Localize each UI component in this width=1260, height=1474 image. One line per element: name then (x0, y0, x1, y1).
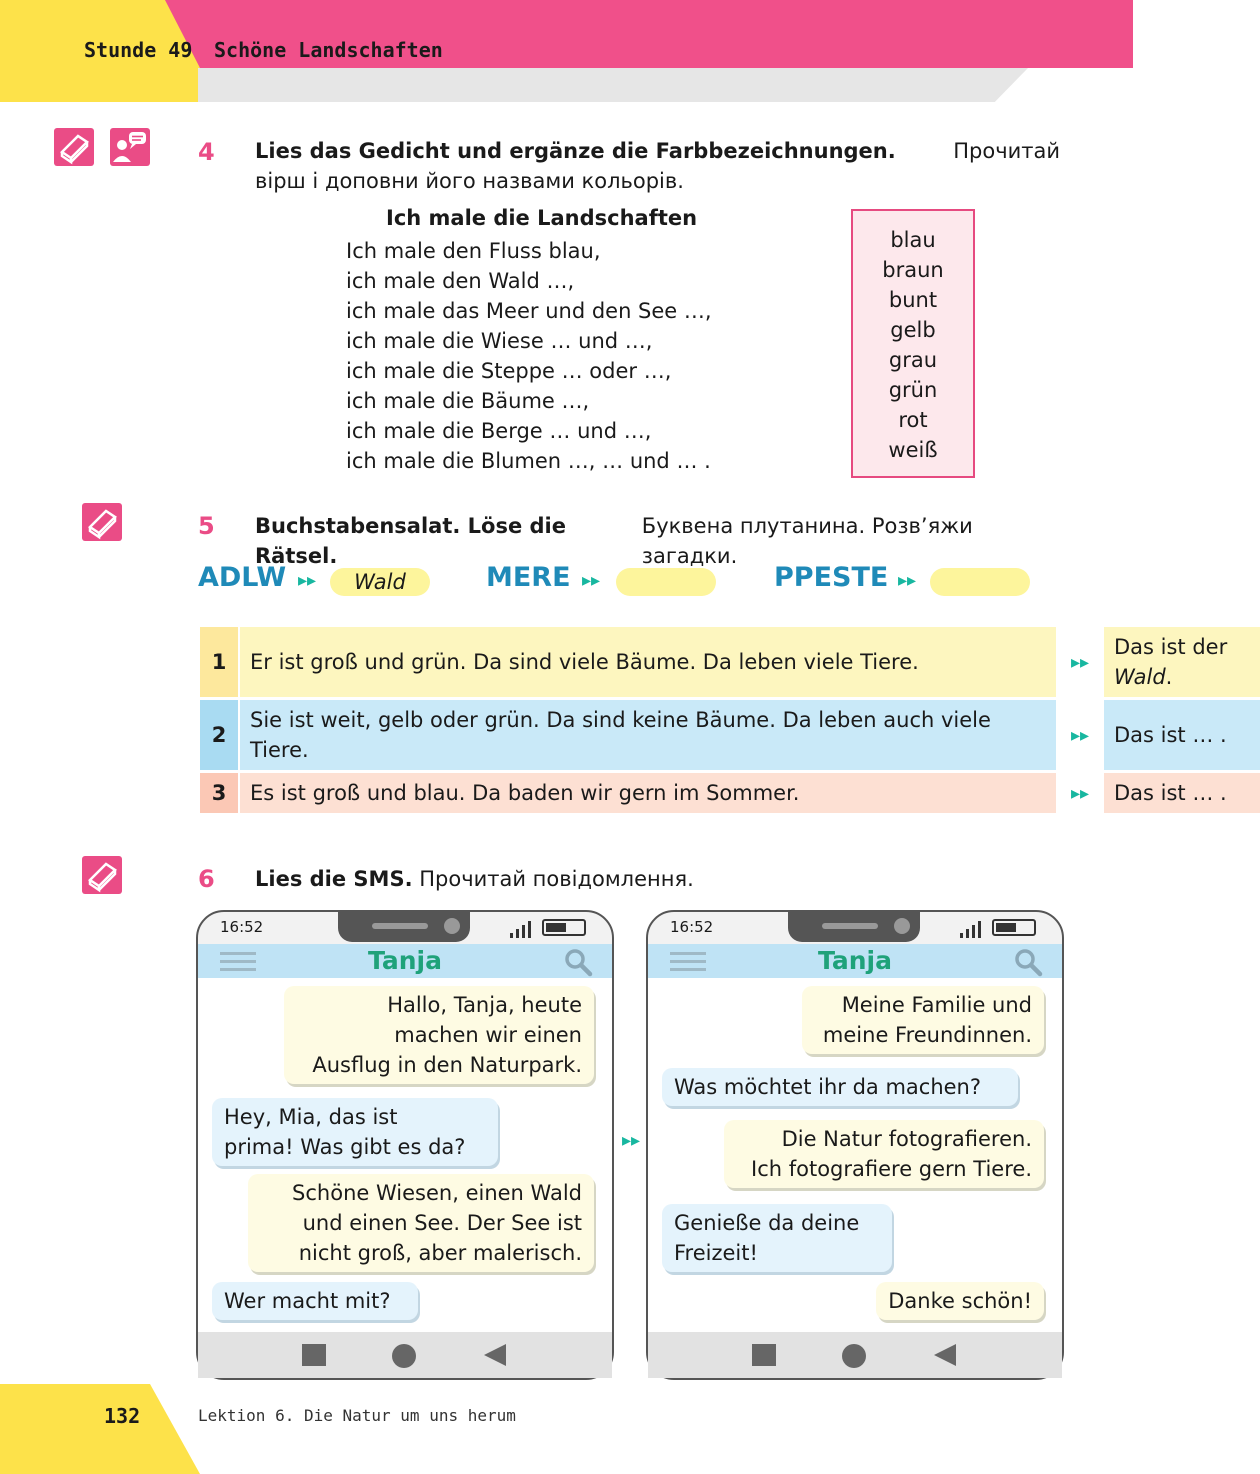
color-word: bunt (888, 288, 938, 312)
message-in (662, 1068, 1018, 1106)
answer-prefix: Das ist der (1114, 635, 1228, 659)
answer-word: Wald (1114, 665, 1166, 689)
battery-icon (992, 919, 1036, 936)
riddle-text: Es ist groß und blau. Da baden wir gern im Sommer. (240, 773, 1056, 813)
instruction-ua-part1: Прочитай (953, 139, 1060, 163)
riddle-number: 2 (200, 700, 238, 770)
exercise-number: 5 (198, 512, 215, 540)
message-out (248, 1174, 594, 1272)
riddle-answer[interactable] (1104, 700, 1260, 770)
color-word: rot (898, 408, 928, 432)
message-line: Was möchtet ihr da machen? (674, 1075, 982, 1099)
answer-prefix: Das ist … . (1114, 781, 1227, 805)
contact-name: Tanja (368, 946, 442, 975)
phone-2 (646, 910, 1064, 1380)
search-icon[interactable] (1014, 948, 1042, 976)
phone-1 (196, 910, 614, 1380)
scrambled-word: PPESTE (774, 562, 889, 593)
message-line: Wer macht mit? (224, 1289, 391, 1313)
instruction-de: Lies das Gedicht und ergänze die Farbbezeichnungen. (255, 139, 896, 163)
message-in (662, 1204, 892, 1272)
riddle-answer[interactable] (1104, 627, 1260, 697)
back-icon[interactable] (934, 1344, 956, 1366)
nav-bar (198, 1332, 612, 1378)
chat-titlebar (648, 944, 1062, 978)
answer-prefix: Das ist … . (1114, 723, 1227, 747)
answer-highlight[interactable] (616, 568, 716, 596)
chat-titlebar (198, 944, 612, 978)
message-line: Schöne Wiesen, einen Wald (292, 1181, 582, 1205)
back-icon[interactable] (484, 1344, 506, 1366)
poem-line: ich male die Bäume …, (346, 389, 590, 413)
contact-name: Tanja (818, 946, 892, 975)
riddle-answer[interactable] (1104, 773, 1260, 813)
message-out (802, 986, 1044, 1054)
speaking-person-icon (110, 128, 150, 166)
message-out (876, 1282, 1044, 1320)
message-out (284, 986, 594, 1084)
double-arrow-icon: ▸▸ (622, 1130, 641, 1151)
battery-icon (542, 919, 586, 936)
double-arrow-icon: ▸▸ (298, 570, 317, 591)
message-line: Ich fotografiere gern Tiere. (751, 1157, 1032, 1181)
exercise-5-instruction (255, 511, 1060, 571)
answer-suffix: . (1165, 665, 1173, 689)
color-word: braun (882, 258, 944, 282)
footer-text: Lektion 6. Die Natur um uns herum (198, 1406, 516, 1425)
instruction-de: Buchstabensalat. Löse die Rätsel. (255, 514, 566, 568)
message-line: Die Natur fotografieren. (781, 1127, 1032, 1151)
instruction-ua: Буквена плутанина. Розв’яжи загадки. (641, 514, 973, 568)
instruction-ua-part2: вірш і доповни його назвами кольорів. (255, 169, 684, 193)
scrambled-word: MERE (486, 562, 571, 593)
poem-line: ich male den Wald …, (346, 269, 575, 293)
write-book-icon (82, 856, 122, 894)
poem-line: Ich male den Fluss blau, (346, 239, 601, 263)
double-arrow-icon: ▸▸ (1070, 724, 1090, 746)
riddle-row (200, 700, 1227, 770)
poem-line: ich male die Blumen …, … und … . (346, 449, 711, 473)
signal-icon (960, 920, 984, 938)
double-arrow-icon: ▸▸ (1070, 651, 1090, 673)
lesson-number: Stunde 49 (84, 38, 193, 62)
poem-line: ich male das Meer und den See …, (346, 299, 712, 323)
poem (346, 236, 712, 476)
exercise-number: 6 (198, 865, 215, 893)
write-book-icon (54, 128, 94, 166)
message-out (724, 1120, 1044, 1188)
instruction-ua: Прочитай повідомлення. (419, 867, 694, 891)
riddle-row (200, 627, 1228, 697)
status-time: 16:52 (220, 918, 264, 936)
message-in (212, 1098, 498, 1166)
message-line: nicht groß, aber malerisch. (298, 1241, 582, 1265)
color-word: blau (890, 228, 936, 252)
riddle-row (200, 773, 1227, 813)
answer-word: Wald (354, 570, 406, 594)
message-line: Hey, Mia, das ist (224, 1105, 398, 1129)
home-icon[interactable] (842, 1344, 866, 1368)
color-word: gelb (890, 318, 936, 342)
footer-yellow-band (0, 1384, 200, 1474)
recent-apps-icon[interactable] (752, 1344, 776, 1366)
signal-icon (510, 920, 534, 938)
message-line: prima! Was gibt es da? (224, 1135, 466, 1159)
riddle-number: 1 (200, 627, 238, 697)
message-line: Genieße da deine (674, 1211, 860, 1235)
home-icon[interactable] (392, 1344, 416, 1368)
message-line: Danke schön! (888, 1289, 1032, 1313)
answer-highlight[interactable] (930, 568, 1030, 596)
exercise-4-instruction (255, 136, 1060, 196)
color-word: weiß (888, 438, 938, 462)
double-arrow-icon: ▸▸ (898, 570, 917, 591)
phone-notch (338, 910, 470, 942)
exercise-number: 4 (198, 138, 215, 166)
poem-line: ich male die Steppe … oder …, (346, 359, 672, 383)
exercise-6-instruction (255, 864, 694, 894)
poem-line: ich male die Wiese … und …, (346, 329, 653, 353)
chat-area (198, 978, 612, 1332)
message-line: Ausflug in den Naturpark. (312, 1053, 582, 1077)
color-word-box (851, 209, 975, 478)
riddle-text: Sie ist weit, gelb oder grün. Da sind keine Bäume. Da leben auch viele Tiere. (240, 700, 1056, 770)
nav-bar (648, 1332, 1062, 1378)
message-line: Freizeit! (674, 1241, 758, 1265)
header-grey-band (198, 68, 1028, 102)
color-word: grau (888, 348, 938, 372)
poem-line: ich male die Berge … und …, (346, 419, 652, 443)
phone-notch (788, 910, 920, 942)
message-line: und einen See. Der See ist (302, 1211, 582, 1235)
search-icon[interactable] (564, 948, 592, 976)
message-line: meine Freundinnen. (822, 1023, 1032, 1047)
page-number: 132 (104, 1404, 141, 1428)
instruction-de: Lies die SMS. (255, 867, 413, 891)
double-arrow-icon: ▸▸ (582, 570, 601, 591)
recent-apps-icon[interactable] (302, 1344, 326, 1366)
message-line: Hallo, Tanja, heute (387, 993, 582, 1017)
answer-highlight[interactable] (330, 568, 430, 596)
scrambled-word: ADLW (198, 562, 287, 593)
message-line: machen wir einen (394, 1023, 582, 1047)
write-book-icon (82, 503, 122, 541)
color-word: grün (888, 378, 938, 402)
riddle-number: 3 (200, 773, 238, 813)
riddle-text: Er ist groß und grün. Da sind viele Bäume. Da leben viele Tiere. (240, 627, 1056, 697)
poem-title: Ich male die Landschaften (386, 206, 698, 230)
lesson-title: Schöne Landschaften (214, 38, 443, 62)
chat-area (648, 978, 1062, 1332)
double-arrow-icon: ▸▸ (1070, 782, 1090, 804)
message-line: Meine Familie und (841, 993, 1032, 1017)
status-time: 16:52 (670, 918, 714, 936)
message-in (212, 1282, 418, 1320)
